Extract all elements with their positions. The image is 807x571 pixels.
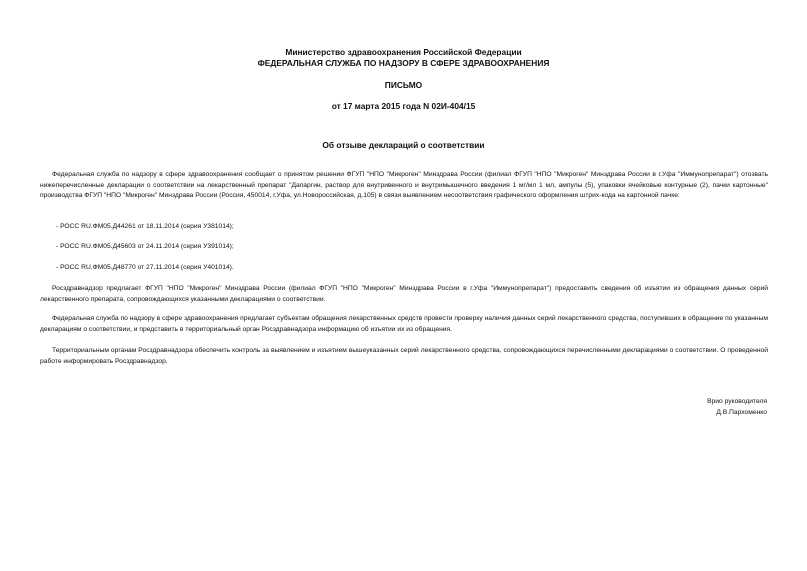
declaration-item: - РОСС RU.ФМ05.Д48770 от 27.11.2014 (серия У401014). xyxy=(56,264,234,271)
paragraph-subjects: Федеральная служба по надзору в сфере здравоохранения предлагает субъектам обращения лекарственных средств провести проверку наличия данных серий лекарственного средства, поступивших в обращение по указанным декларациям о соответствии, и представить в территориальный орган Росздравнадзора информацию об изъятии их из обращения. xyxy=(40,315,768,333)
signature-name: Д.В.Пархоменко xyxy=(716,409,767,416)
service-name: ФЕДЕРАЛЬНАЯ СЛУЖБА ПО НАДЗОРУ В СФЕРЕ ЗДРАВООХРАНЕНИЯ xyxy=(257,58,550,68)
document-title: Об отзыве деклараций о соответствии xyxy=(322,140,485,150)
paragraph-territorial: Территориальным органам Росздравнадзора обеспечить контроль за выявлением и изъятием вышеуказанных серий лекарственного средства, сопровождающихся перечисленными декларациями о соответствии. О проведенной работе информировать Росздравнадзор. xyxy=(40,347,768,365)
ministry-name: Министерство здравоохранения Российской Федерации xyxy=(285,47,522,57)
paragraph-roszdravnadzor: Росздравнадзор предлагает ФГУП "НПО "Микроген" Минздрава России (филиал ФГУП "НПО "Микроген" Минздрава России в г.Уфа "Иммунопрепарат") предоставить сведения об изъятии из обращения данных серий лекарственного препарата, сопровождающихся указанными декларациями о соответствии. xyxy=(40,285,768,303)
declaration-item: - РОСС RU.ФМ05.Д45603 от 24.11.2014 (серия У391014); xyxy=(56,243,234,250)
paragraph-intro: Федеральная служба по надзору в сфере здравоохранения сообщает о принятом решении ФГУП "НПО "Микроген" Минздрава России (филиал ФГУП "НПО "Микроген" Минздрава России в г.Уфа "Иммунопрепарат") отозвать нижеперечисленные декларации о соответствии на лекарственный препарат "Дапаргин, раствор для внутривенного и внутримышечного введения 1 мг/мл 1 мл, ампулы (5), упаковки ячейковые контурные (2), пачки картонные" производства ФГУП "НПО "Микроген" Минздрава России (Россия, 450014, г.Уфа, ул.Новороссийская, д.105) в связи выявлением несоответствия графического оформления штрих-кода на картонной пачке: xyxy=(40,171,768,200)
document-type: ПИСЬМО xyxy=(384,80,423,90)
document-date-number: от 17 марта 2015 года N 02И-404/15 xyxy=(331,101,476,111)
signature-position: Врио руководителя xyxy=(707,398,767,405)
declaration-item: - РОСС RU.ФМ05.Д44261 от 18.11.2014 (серия У381014); xyxy=(56,223,234,230)
